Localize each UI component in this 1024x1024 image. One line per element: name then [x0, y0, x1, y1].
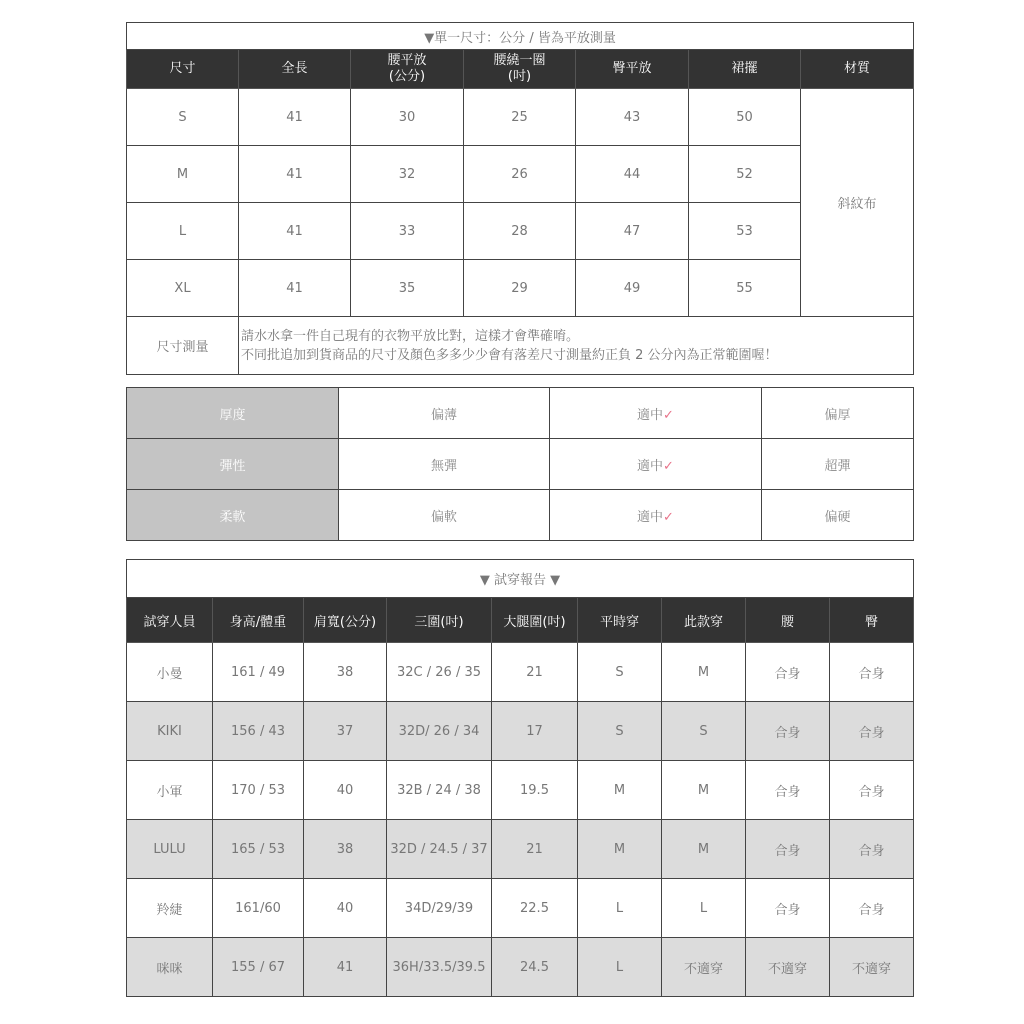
usual-size-cell: L	[578, 938, 662, 997]
try-on-row	[127, 879, 914, 938]
waist-fit-cell: 合身	[746, 702, 830, 761]
header-hip-fit: 臀	[830, 598, 914, 643]
tester-cell: 小軍	[127, 761, 213, 820]
header-size: 尺寸	[127, 50, 239, 89]
usual-size-cell: L	[578, 879, 662, 938]
waist-fit-cell: 合身	[746, 761, 830, 820]
header-waist-flat: 腰平放 (公分)	[351, 50, 464, 89]
size-cell: S	[127, 89, 239, 146]
usual-size-cell: S	[578, 643, 662, 702]
length-cell: 41	[239, 89, 351, 146]
header-usual-size: 平時穿	[578, 598, 662, 643]
height-weight-cell: 156 / 43	[213, 702, 304, 761]
header-hip-flat: 臀平放	[576, 50, 689, 89]
measurement-note-label: 尺寸測量	[127, 317, 239, 375]
feel-option-mid: 適中✓	[550, 490, 762, 541]
hip-cell: 43	[576, 89, 689, 146]
waist-round-cell: 25	[464, 89, 576, 146]
feel-option-mid: 適中✓	[550, 388, 762, 439]
check-icon: ✓	[663, 407, 674, 423]
usual-size-cell: M	[578, 820, 662, 879]
feel-option-high: 偏硬	[762, 490, 914, 541]
header-length: 全長	[239, 50, 351, 89]
header-material: 材質	[801, 50, 914, 89]
size-table-caption: ▼單一尺寸：公分 / 皆為平放測量	[127, 23, 914, 50]
feel-option-high: 超彈	[762, 439, 914, 490]
header-waist-round: 腰繞一圈 (吋)	[464, 50, 576, 89]
size-row	[127, 203, 914, 260]
measurements-cell: 32D/ 26 / 34	[387, 702, 492, 761]
length-cell: 41	[239, 146, 351, 203]
thigh-cell: 21	[492, 820, 578, 879]
check-icon: ✓	[663, 458, 674, 474]
header-shoulder: 肩寬(公分)	[304, 598, 387, 643]
thigh-cell: 21	[492, 643, 578, 702]
try-on-row	[127, 938, 914, 997]
check-icon: ✓	[663, 509, 674, 525]
length-cell: 41	[239, 203, 351, 260]
feel-row-softness	[127, 490, 914, 541]
try-on-row	[127, 702, 914, 761]
waist-round-cell: 28	[464, 203, 576, 260]
try-on-caption: ▼ 試穿報告 ▼	[127, 560, 914, 598]
shoulder-cell: 38	[304, 820, 387, 879]
measurements-cell: 36H/33.5/39.5	[387, 938, 492, 997]
height-weight-cell: 161/60	[213, 879, 304, 938]
this-size-cell: M	[662, 820, 746, 879]
try-on-row	[127, 820, 914, 879]
shoulder-cell: 40	[304, 761, 387, 820]
measurements-cell: 34D/29/39	[387, 879, 492, 938]
hip-cell: 47	[576, 203, 689, 260]
measurements-cell: 32B / 24 / 38	[387, 761, 492, 820]
fabric-feel-table	[126, 387, 914, 541]
header-measurements: 三圍(吋)	[387, 598, 492, 643]
tester-cell: LULU	[127, 820, 213, 879]
hem-cell: 50	[689, 89, 801, 146]
size-cell: XL	[127, 260, 239, 317]
feel-option-mid: 適中✓	[550, 439, 762, 490]
waist-fit-cell: 合身	[746, 820, 830, 879]
try-on-row	[127, 761, 914, 820]
header-hem: 裙擺	[689, 50, 801, 89]
feel-row-thickness	[127, 388, 914, 439]
header-tester: 試穿人員	[127, 598, 213, 643]
this-size-cell: L	[662, 879, 746, 938]
size-row	[127, 260, 914, 317]
feel-row-elasticity	[127, 439, 914, 490]
hip-fit-cell: 合身	[830, 820, 914, 879]
header-thigh: 大腿圍(吋)	[492, 598, 578, 643]
thigh-cell: 19.5	[492, 761, 578, 820]
this-size-cell: M	[662, 643, 746, 702]
hip-fit-cell: 合身	[830, 761, 914, 820]
hem-cell: 53	[689, 203, 801, 260]
hip-fit-cell: 合身	[830, 879, 914, 938]
height-weight-cell: 170 / 53	[213, 761, 304, 820]
this-size-cell: M	[662, 761, 746, 820]
header-waist-fit: 腰	[746, 598, 830, 643]
hip-fit-cell: 不適穿	[830, 938, 914, 997]
size-table	[126, 22, 914, 375]
waist-round-cell: 26	[464, 146, 576, 203]
measurement-note-line: 請水水拿一件自己現有的衣物平放比對，這樣才會準確唷。	[241, 328, 580, 344]
waist-flat-cell: 32	[351, 146, 464, 203]
hem-cell: 55	[689, 260, 801, 317]
usual-size-cell: S	[578, 702, 662, 761]
thigh-cell: 24.5	[492, 938, 578, 997]
try-on-row	[127, 643, 914, 702]
shoulder-cell: 37	[304, 702, 387, 761]
thigh-cell: 17	[492, 702, 578, 761]
tester-cell: 咪咪	[127, 938, 213, 997]
waist-flat-cell: 30	[351, 89, 464, 146]
size-cell: M	[127, 146, 239, 203]
feel-option-low: 偏薄	[339, 388, 550, 439]
shoulder-cell: 40	[304, 879, 387, 938]
height-weight-cell: 155 / 67	[213, 938, 304, 997]
tester-cell: 小曼	[127, 643, 213, 702]
waist-flat-cell: 35	[351, 260, 464, 317]
feel-label: 彈性	[127, 439, 339, 490]
size-row	[127, 89, 914, 146]
measurement-note-line: 不同批追加到貨商品的尺寸及顏色多多少少會有落差尺寸測量約正負 2 公分內為正常範圍喔！	[241, 347, 778, 363]
header-height-weight: 身高/體重	[213, 598, 304, 643]
this-size-cell: 不適穿	[662, 938, 746, 997]
length-cell: 41	[239, 260, 351, 317]
measurements-cell: 32C / 26 / 35	[387, 643, 492, 702]
feel-label: 厚度	[127, 388, 339, 439]
waist-flat-cell: 33	[351, 203, 464, 260]
waist-round-cell: 29	[464, 260, 576, 317]
height-weight-cell: 165 / 53	[213, 820, 304, 879]
measurement-note	[239, 317, 914, 375]
hip-cell: 49	[576, 260, 689, 317]
feel-label: 柔軟	[127, 490, 339, 541]
shoulder-cell: 38	[304, 643, 387, 702]
waist-fit-cell: 合身	[746, 643, 830, 702]
waist-fit-cell: 合身	[746, 879, 830, 938]
this-size-cell: S	[662, 702, 746, 761]
waist-fit-cell: 不適穿	[746, 938, 830, 997]
hip-cell: 44	[576, 146, 689, 203]
hem-cell: 52	[689, 146, 801, 203]
hip-fit-cell: 合身	[830, 702, 914, 761]
tester-cell: KIKI	[127, 702, 213, 761]
shoulder-cell: 41	[304, 938, 387, 997]
header-this-size: 此款穿	[662, 598, 746, 643]
measurements-cell: 32D / 24.5 / 37	[387, 820, 492, 879]
tester-cell: 羚緁	[127, 879, 213, 938]
feel-option-low: 無彈	[339, 439, 550, 490]
size-cell: L	[127, 203, 239, 260]
height-weight-cell: 161 / 49	[213, 643, 304, 702]
hip-fit-cell: 合身	[830, 643, 914, 702]
material-cell: 斜紋布	[801, 89, 914, 317]
size-row	[127, 146, 914, 203]
thigh-cell: 22.5	[492, 879, 578, 938]
usual-size-cell: M	[578, 761, 662, 820]
feel-option-high: 偏厚	[762, 388, 914, 439]
try-on-report-table	[126, 559, 914, 997]
feel-option-low: 偏軟	[339, 490, 550, 541]
